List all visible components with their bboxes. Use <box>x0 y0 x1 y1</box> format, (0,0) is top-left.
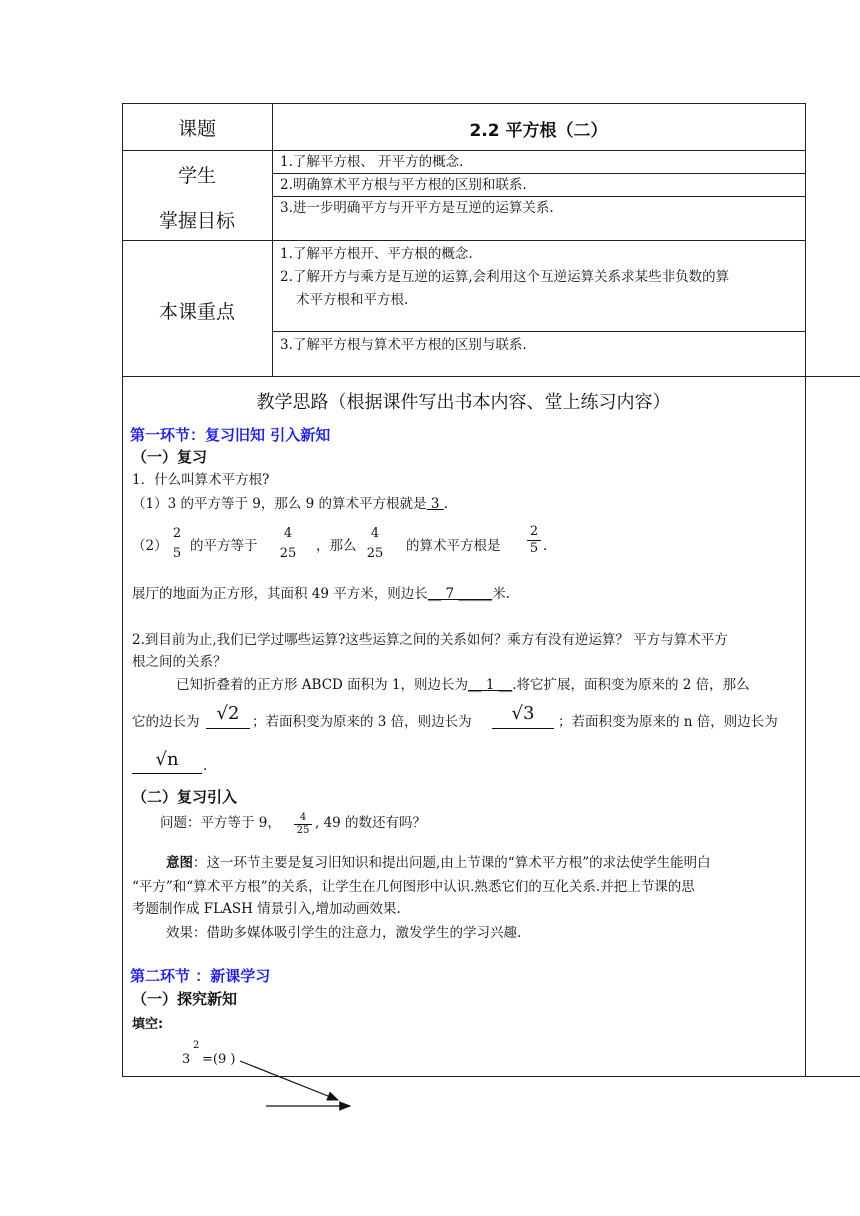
question-1-1: （1）3 的平方等于 9，那么 9 的算术平方根就是 3 . <box>132 496 448 512</box>
fraction-2-5: 2 5 <box>172 526 182 561</box>
question-2-line1: 2.到目前为止,我们已学过哪些运算?这些运算之间的关系如何？乘方有没有逆运算？ 平方与算术平方 <box>132 632 728 648</box>
sqrt-n-answer: √n <box>132 747 202 774</box>
goal-item-3: 3.进一步明确平方与开平方是互逆的运算关系. <box>280 200 554 216</box>
focus-item-3: 3.了解平方根与算术平方根的区别与联系. <box>280 337 527 353</box>
question-1-2-then: ，那么 <box>316 538 357 554</box>
focus-item-2b: 术平方根和平方根. <box>296 292 409 308</box>
effect-line: 效果：借助多媒体吸引学生的注意力，激发学生的学习兴趣. <box>166 925 522 941</box>
answer-blank: 3 <box>426 496 444 512</box>
arrow-diagonal <box>240 1061 338 1100</box>
fill-label: 填空: <box>132 1017 164 1032</box>
question-1-2-prefix: （2） <box>132 538 168 554</box>
section-2-title: 第二环节 ：新课学习 <box>130 967 271 985</box>
problem-text-a: 问题：平方等于 9， <box>160 815 281 831</box>
period: . <box>203 758 208 774</box>
fraction-2-5-answer: $\frac{2}{5}$ <box>527 524 541 557</box>
fraction-4-25: 4 25 <box>366 526 384 561</box>
question-1-2-mid: 的平方等于 <box>190 538 258 554</box>
answer-blank: __ 1 __ <box>468 677 513 693</box>
question-1: 1．什么叫算术平方根? <box>132 472 270 488</box>
intro-title: （二）复习引入 <box>132 788 238 806</box>
equation-rest: =(9 ) <box>202 1052 236 1067</box>
answer-blank: __ 7 _____ <box>427 586 493 602</box>
body-heading: 教学思路（根据课件写出书本内容、堂上练习内容） <box>256 392 671 413</box>
equation-exponent: 2 <box>193 1040 200 1051</box>
fold-line2-c: ；若面积变为原来的 n 倍，则边长为 <box>558 714 778 730</box>
intent-line1: 意图：这一环节主要是复习旧知识和提出问题,由上节课的“算术平方根”的求法使学生能明白 <box>166 855 711 871</box>
course-title: 2.2 平方根（二） <box>469 121 608 141</box>
course-label: 课题 <box>177 118 216 140</box>
focus-item-1: 1.了解平方根开、平方根的概念. <box>280 246 473 262</box>
explore-title: （一）探究新知 <box>132 990 238 1008</box>
problem-text-b: , 49 的数还有吗？ <box>315 815 427 831</box>
goals-label-line1: 学生 <box>177 165 216 187</box>
equation-base: 3 <box>182 1052 191 1067</box>
sqrt-2-answer: √2 <box>206 700 250 729</box>
fraction-4-25: 4 25 <box>279 526 297 561</box>
goal-item-1: 1.了解平方根、 开平方的概念. <box>280 154 464 170</box>
goal-item-2: 2.明确算术平方根与平方根的区别和联系. <box>280 177 527 193</box>
section-1-title: 第一环节：复习旧知 引入新知 <box>130 426 331 444</box>
question-1-2-end: . <box>543 538 548 554</box>
question-1-2-root: 的算术平方根是 <box>406 538 501 554</box>
focus-item-2a: 2.了解开方与乘方是互逆的运算,会利用这个互逆运算关系求某些非负数的算 <box>280 269 730 285</box>
question-2-line2: 根之间的关系？ <box>132 654 227 670</box>
fraction-4-25-small: $\frac{4}{25}$ <box>294 812 312 837</box>
intent-line3: 考题制作成 FLASH 情景引入,增加动画效果. <box>132 901 401 917</box>
goals-label-line2: 掌握目标 <box>158 210 235 232</box>
fold-line2-b: ；若面积变为原来的 3 倍，则边长为 <box>252 714 472 730</box>
fold-line1: 已知折叠着的正方形 ABCD 面积为 1，则边长为__ 1 __.将它扩展，面积变为原来的 2 倍，那么 <box>176 677 750 693</box>
hall-question: 展厅的地面为正方形，其面积 49 平方米，则边长__ 7 _____米. <box>132 586 510 602</box>
intent-line2: “平方”和“算术平方根”的关系，让学生在几何图形中认识.熟悉它们的互化关系.并把上节课的思 <box>132 879 695 895</box>
focus-label: 本课重点 <box>158 301 235 323</box>
sqrt-3-answer: √3 <box>492 700 554 729</box>
fold-line2-a: 它的边长为 <box>132 714 200 730</box>
review-title: （一）复习 <box>132 448 208 466</box>
